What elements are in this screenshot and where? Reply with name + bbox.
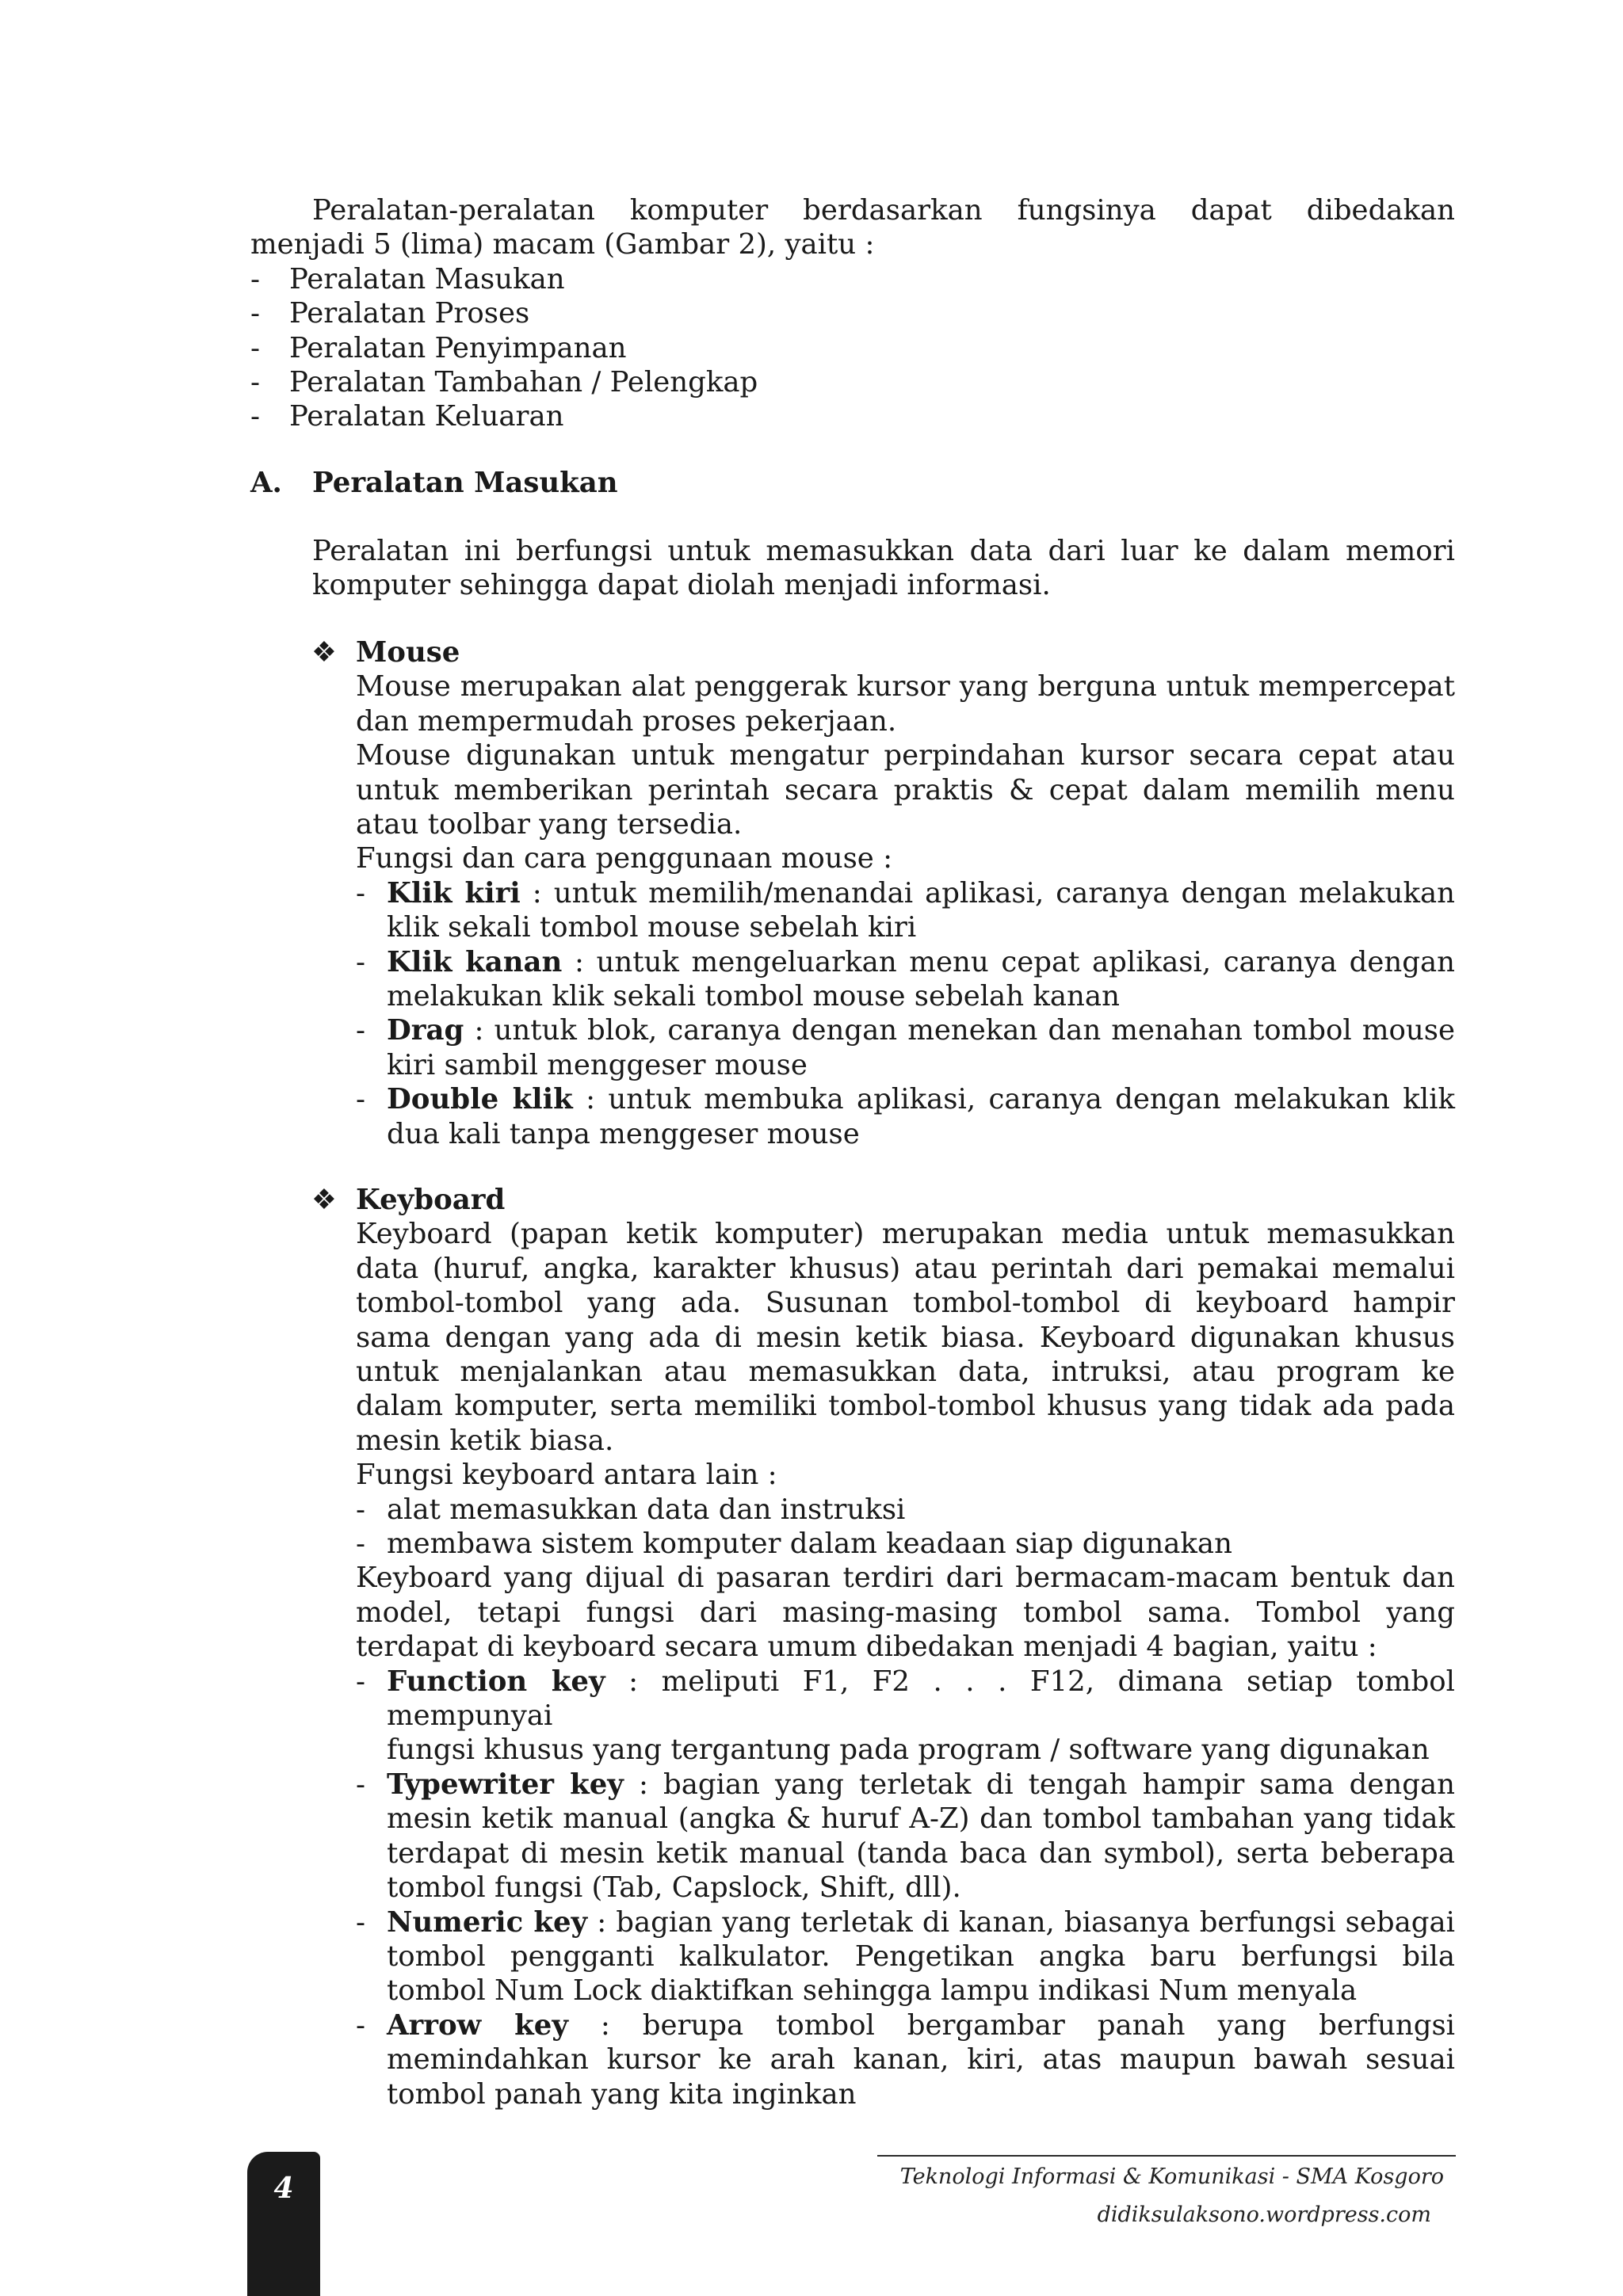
keyboard-heading [311, 1183, 505, 1217]
footer-website: didiksulaksono.wordpress.com [1097, 2203, 1431, 2227]
list-item: - Drag : untuk blok, caranya dengan menekan dan menahan tombol mouse kiri sambil menggeser mouse [356, 1014, 1455, 1081]
footer-title: Teknologi Informasi & Komunikasi - SMA Kosgoro [899, 2164, 1444, 2189]
diamond-bullet-icon: ❖ [311, 1184, 337, 1216]
list-item: - Typewriter key : bagian yang terletak di tengah hampir sama dengan mesin ketik manual (angka & huruf A-Z) dan tombol tambahan yang tidak terdapat di mesin ketik manual (tanda baca dan symbol), serta beberapa tombol fungsi (Tab, Capslock, Shift, dll). [356, 1768, 1455, 1905]
page-number: 4 [273, 2172, 294, 2205]
list-item: - Arrow key : berupa tombol bergambar panah yang berfungsi memindahkan kursor ke arah kanan, kiri, atas maupun bawah sesuai tombol panah yang kita inginkan [356, 2008, 1456, 2111]
list-item: - Numeric key : bagian yang terletak di kanan, biasanya berfungsi sebagai tombol pengganti kalkulator. Pengetikan angka baru berfungsi bila tombol Num Lock diaktifkan sehingga lampu indikasi Num menyala [356, 1905, 1455, 2008]
keyboard-subsection: ❖ Keyboard Keyboard (papan ketik komputer) merupakan media untuk memasukkan data (huruf, angka, karakter khusus) atau perintah dari pemakai memalui tombol-tombol yang ada. Susunan tombol-tombol di keyboard hampir sama dengan yang ada di mesin ketik biasa. Keyboard digunakan khusus untuk menjalankan atau memasukkan data, intruksi, atau program ke dalam komputer, serta memiliki tombol-tombol khusus yang tidak ada pada mesin ketik biasa. Fungsi keyboard antara lain : - alat memasukkan data dan instruksi - membawa sistem komputer dalam keadaan siap digunakan Keyboard yang dijual di pasaran terdiri dari bermacam-macam bentuk dan model, tetapi fungsi dari masing-masing tombol sama. Tombol yang terdapat di keyboard secara umum dibedakan menjadi 4 bagian, yaitu : - Function key : meliputi F1, F2 . . . F12, dimana setiap tombol mempunyai fungsi khusus yang tergantung pada program / software yang digunakan - Typewriter key : bagian yang terletak di tengah hampir sama dengan mesin ketik manual (angka & huruf A-Z) dan tombol tambahan yang tidak terdapat di mesin ketik manual (tanda baca dan symbol), serta beberapa tombol fungsi (Tab, Capslock, Shift, dll). - Numeric key : bagian yang terletak di kanan, biasanya berfungsi sebagai tombol pengganti kalkulator. Pengetikan angka baru berfungsi bila tombol Num Lock diaktifkan sehingga lampu indikasi Num menyala - Arrow key : berupa tombol bergambar panah yang berfungsi memindahkan kursor ke arah kanan, kiri, atas maupun bawah sesuai tombol panah yang kita inginkan [311, 1184, 1456, 2111]
intro-line-2: menjadi 5 (lima) macam (Gambar 2), yaitu : [250, 228, 875, 261]
list-item: - Peralatan Keluaran [250, 400, 564, 433]
list-item: - Klik kanan : untuk mengeluarkan menu cepat aplikasi, caranya dengan melakukan klik sekali tombol mouse sebelah kanan [356, 945, 1455, 1013]
intro-block [250, 193, 1455, 434]
section-title: Peralatan Masukan [312, 467, 618, 499]
device-category-list [250, 262, 1455, 434]
mouse-function-list [356, 876, 1455, 1151]
footer-divider [877, 2155, 1456, 2157]
list-item: - Peralatan Penyimpanan [250, 331, 627, 364]
keyboard-title: Keyboard [356, 1184, 506, 1216]
page-number-tab [247, 2152, 320, 2296]
mouse-heading [311, 635, 460, 669]
mouse-title: Mouse [356, 636, 460, 669]
section-letter: A. [250, 467, 282, 499]
list-item: - Klik kiri : untuk memilih/menandai aplikasi, caranya dengan melakukan klik sekali tombol mouse sebelah kiri [356, 876, 1455, 944]
list-item: - Function key : meliputi F1, F2 . . . F12, dimana setiap tombol mempunyai fungsi khusus yang tergantung pada program / software yang digunakan [356, 1665, 1456, 1767]
list-item: - membawa sistem komputer dalam keadaan siap digunakan [356, 1527, 1232, 1561]
mouse-subsection: ❖ Mouse Mouse merupakan alat penggerak kursor yang berguna untuk mempercepat dan mempermudah proses pekerjaan. Mouse digunakan untuk mengatur perpindahan kursor secara cepat atau untuk memberikan perintah secara praktis & cepat dalam memilih menu atau toolbar yang tersedia. Fungsi dan cara penggunaan mouse : - Klik kiri : untuk memilih/menandai aplikasi, caranya dengan melakukan klik sekali tombol mouse sebelah kiri - Klik kanan : untuk mengeluarkan menu cepat aplikasi, caranya dengan melakukan klik sekali tombol mouse sebelah kanan - Drag : untuk blok, caranya dengan menekan dan menahan tombol mouse kiri sambil menggeser mouse - Double klik : untuk membuka aplikasi, caranya dengan melakukan klik dua kali tanpa menggeser mouse [311, 636, 1455, 1150]
diamond-bullet-icon: ❖ [311, 636, 337, 669]
intro-line-1: Peralatan-peralatan komputer berdasarkan fungsinya dapat dibedakan [312, 194, 1455, 227]
list-item: - Peralatan Proses [250, 297, 530, 330]
keyboard-parts-list [356, 1665, 1455, 2111]
keyboard-function-list [356, 1493, 1455, 1562]
list-item: - alat memasukkan data dan instruksi [356, 1493, 906, 1526]
section-a-intro: Peralatan ini berfungsi untuk memasukkan data dari luar ke dalam memori komputer sehingga dapat diolah menjadi informasi. [312, 535, 1455, 602]
section-a-heading [250, 466, 1455, 500]
list-item: - Double klik : untuk membuka aplikasi, caranya dengan melakukan klik dua kali tanpa menggeser mouse [356, 1083, 1455, 1150]
list-item: - Peralatan Tambahan / Pelengkap [250, 366, 758, 399]
list-item: - Peralatan Masukan [250, 262, 565, 296]
